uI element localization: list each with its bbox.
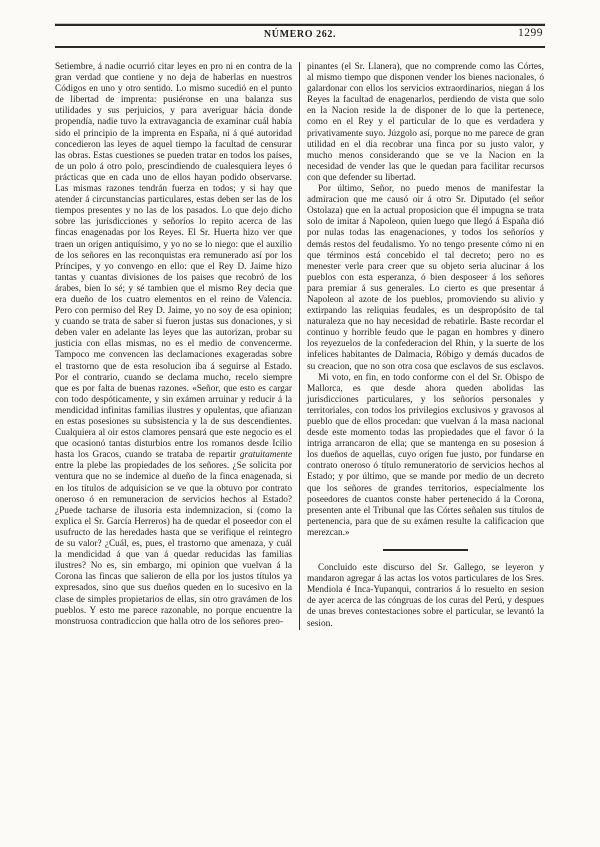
left-text-italic-word: gratuitamente: [239, 450, 292, 461]
text-columns: [55, 62, 545, 630]
paragraph-closing: Concluido este discurso del Sr. Gallego, se leyeron y mandaron agregar á las actas los votos particulares de los Sres. Mendiola é Inca-Yupanqui, contrarios á lo resuelto en sesion de ayer acerca de las cóngruas de los curas del Perú, y despues de unas breves contestaciones sobre el particular, se levantó la sesion.: [307, 563, 544, 629]
header-rule-bottom: [55, 46, 545, 48]
paragraph-continuation: pinantes (el Sr. Llanera), que no comprende como las Córtes, al mismo tiempo que disponen vender los bienes nacionales, ó galardonar con ellos los servicios extraordinarios, niegan á los Reyes la facultad de enagenarlos, perdiendo de vista que solo en la Nacion reside la de disponer de lo que la pertenece, como en el Rey y el particular de lo que es verdadera y privativamente suyo. Júzgolo así, porque no me parece de gran utilidad en el dia recobrar una finca por su justo valor, y mucho menos considerando que se ve la Nacion en la necesidad de vender las que le quedan para facilitar recursos con que defender su libertad.: [307, 62, 544, 183]
left-text-part1: Setiembre, á nadie ocurrió citar leyes en pro ni en contra de la gran verdad que contiene y no deja de haberlas en nuestros Códigos en uno y otro sentido. Lo mismo sucedió en el punto de libertad de imprenta: pusiéronse en una balanza sus utilidades y sus perjuicios, y para averiguar hácia donde propendía, nadie tuvo la extravagancia de examinar cuál había sido el principio de la imprenta en España, ni á qué autoridad concedieron las leyes de aquel tiempo la facultad de censurar las obras. Estas cuestiones se pueden tratar en todos los países, de un polo á otro polo, prescindiendo de cualesquiera leyes ó prácticas que en cada uno de ellos hayan podido observarse. Las mismas razones tendrán fuerza en todos; y si hay que atender á circunstancias particulares, estas deben ser las de los tiempos presentes y no las de los pasados. Lo que dejo dicho sobre las jurisdicciones y señoríos lo repito acerca de las fincas enagenadas por los Reyes. El Sr. Huerta hizo ver que traen un orígen antiquísimo, y yo no se lo niego: que el auxilio de los señores en las reconquistas era remunerado así por los Príncipes, y yo convengo en ello: que el Rey D. Jaime hizo tantas y cuantas divisiones de los paises que recobró de los árabes, bien lo sé; y sé tambien que el mismo Rey decia que era dueño de los cuatro elementos en el reino de Valencia. Pero con permiso del Rey D. Jaime, yo no soy de esa opinion; y cuando se trata de saber si fueron justas sus donaciones, y si deben valer en adelante las leyes que las autorizan, probar su justicia con ellas mismas, no es el medio de convencerme. Tampoco me convencen las declamaciones exageradas sobre el trastorno que de esta resolucion iba á seguirse al Estado. Por el contrario, cuando se declama mucho, recelo siempre que es por falta de buenas razones. «Señor, que esto es cargar con todo despóticamente, y sin exámen arruinar y reducir á la mendicidad infinitas familias ilustres y opulentas, que afianzan en estas posesiones su subsistencia y la de sus descendientes. Cualquiera al oir estos clamores pensará que este negocio es el que ocasionó tantas disturbios entre los romanos desde Icilio hasta los Gracos, cuando se trataba de repartir: [55, 62, 292, 461]
left-text-part2: entre la plebe las propiedades de los señores. ¿Se solicita por ventura que no se indemice al dueño de la finca enagenada, si en los títulos de adquisicion se ve que la obtuvo por contrato oneroso ó en remuneracion de servicios hechos al Estado? ¿Puede tacharse de ilusoria esta indemnizacion, si (como la explica el Sr. García Herreros) ha de quedar el poseedor con el usufructo de las heredades hasta que se verifique el reintegro de su valor? ¿Cuál, es, pues, el trastorno que amenaza, y cuál la mendicidad á que van á quedar reducidas las familias ilustres? No es, sin embargo, mi opinion que vuelvan á la Corona las fincas que salieron de ella por los justos títulos ya expresados, sino que sus dueños queden en lo sucesivo en la clase de simples propietarios de ellas, sin otro gravámen de los pueblos. Y esto me parece razonable, no porque encuentre la monstruosa contradiccion que halla otro de los señores preo-: [55, 461, 292, 627]
masthead-row: [55, 26, 545, 45]
paragraph: Mi voto, en fin, en todo conforme con el del Sr. Obispo de Mallorca, es que desde ahora queden abolidas las jurisdicciones particulares, y los señoríos personales y territoriales, con todos los privilegios exclusivos y gravosos al pueblo que de ellos procedan: que vuelvan á la masa nacional desde este momento todas las propiedades que el favor ó la intriga arrancaron de ella; que se mantenga en su posesion á los dueños de aquellas, cuyo orígen fue justo, por fundarse en contrato oneroso ó título remuneratorio de servicios hechos al Estado; y por último, que se mande por medio de un decreto que los señores de grandes territorios, especialmente los poseedores de cuantos conste haber pertenecido á la Corona, presenten ante el Tribunal que las Córtes señalen sus títulos de pertenencia, para que de su exámen resulte la calificacion que merezcan.»: [307, 372, 544, 538]
left-column: [55, 62, 299, 630]
section-divider: [383, 549, 468, 551]
page-header: [55, 24, 545, 48]
left-column-text: [55, 62, 292, 628]
paragraph: Por último, Señor, no puedo menos de manifestar la admiracion que me causó oir á otro Sr. Diputado (el señor Ostolaza) que en la actual proposicion que él impugna se trata solo de imitar á Napoleon, quien luego que llegó á España dió por nulas todas las enagenaciones, y todos los señoríos y demás restos del feudalismo. Yo no tengo presente cómo ni en que términos está concebido el tal decreto; pero no es menester verle para creer que su objeto seria alucinar á los pueblos con esta esperanza, ó bien desposeer á los señores para premiar á sus generales. Lo cierto es que presentar á Napoleon al azote de los pueblos, promoviendo su alivio y extirpando las reliquias feudales, es un despropósito de tal naturaleza que no hay necesidad de rebatirle. Baste recordar el continuo y horrible feudo que le pagan en hombres y dinero los reyezuelos de la confederacion del Rhin, y la suerte de los infelices habitantes de Dalmacia, Róbigo y demás ducados de su creacion, que no son otra cosa que esclavos de sus esclavos.: [307, 184, 544, 372]
document-page: [0, 24, 600, 847]
right-column: [300, 62, 544, 630]
issue-number: NÚMERO 262.: [263, 29, 337, 40]
page-number: 1299: [518, 27, 543, 39]
